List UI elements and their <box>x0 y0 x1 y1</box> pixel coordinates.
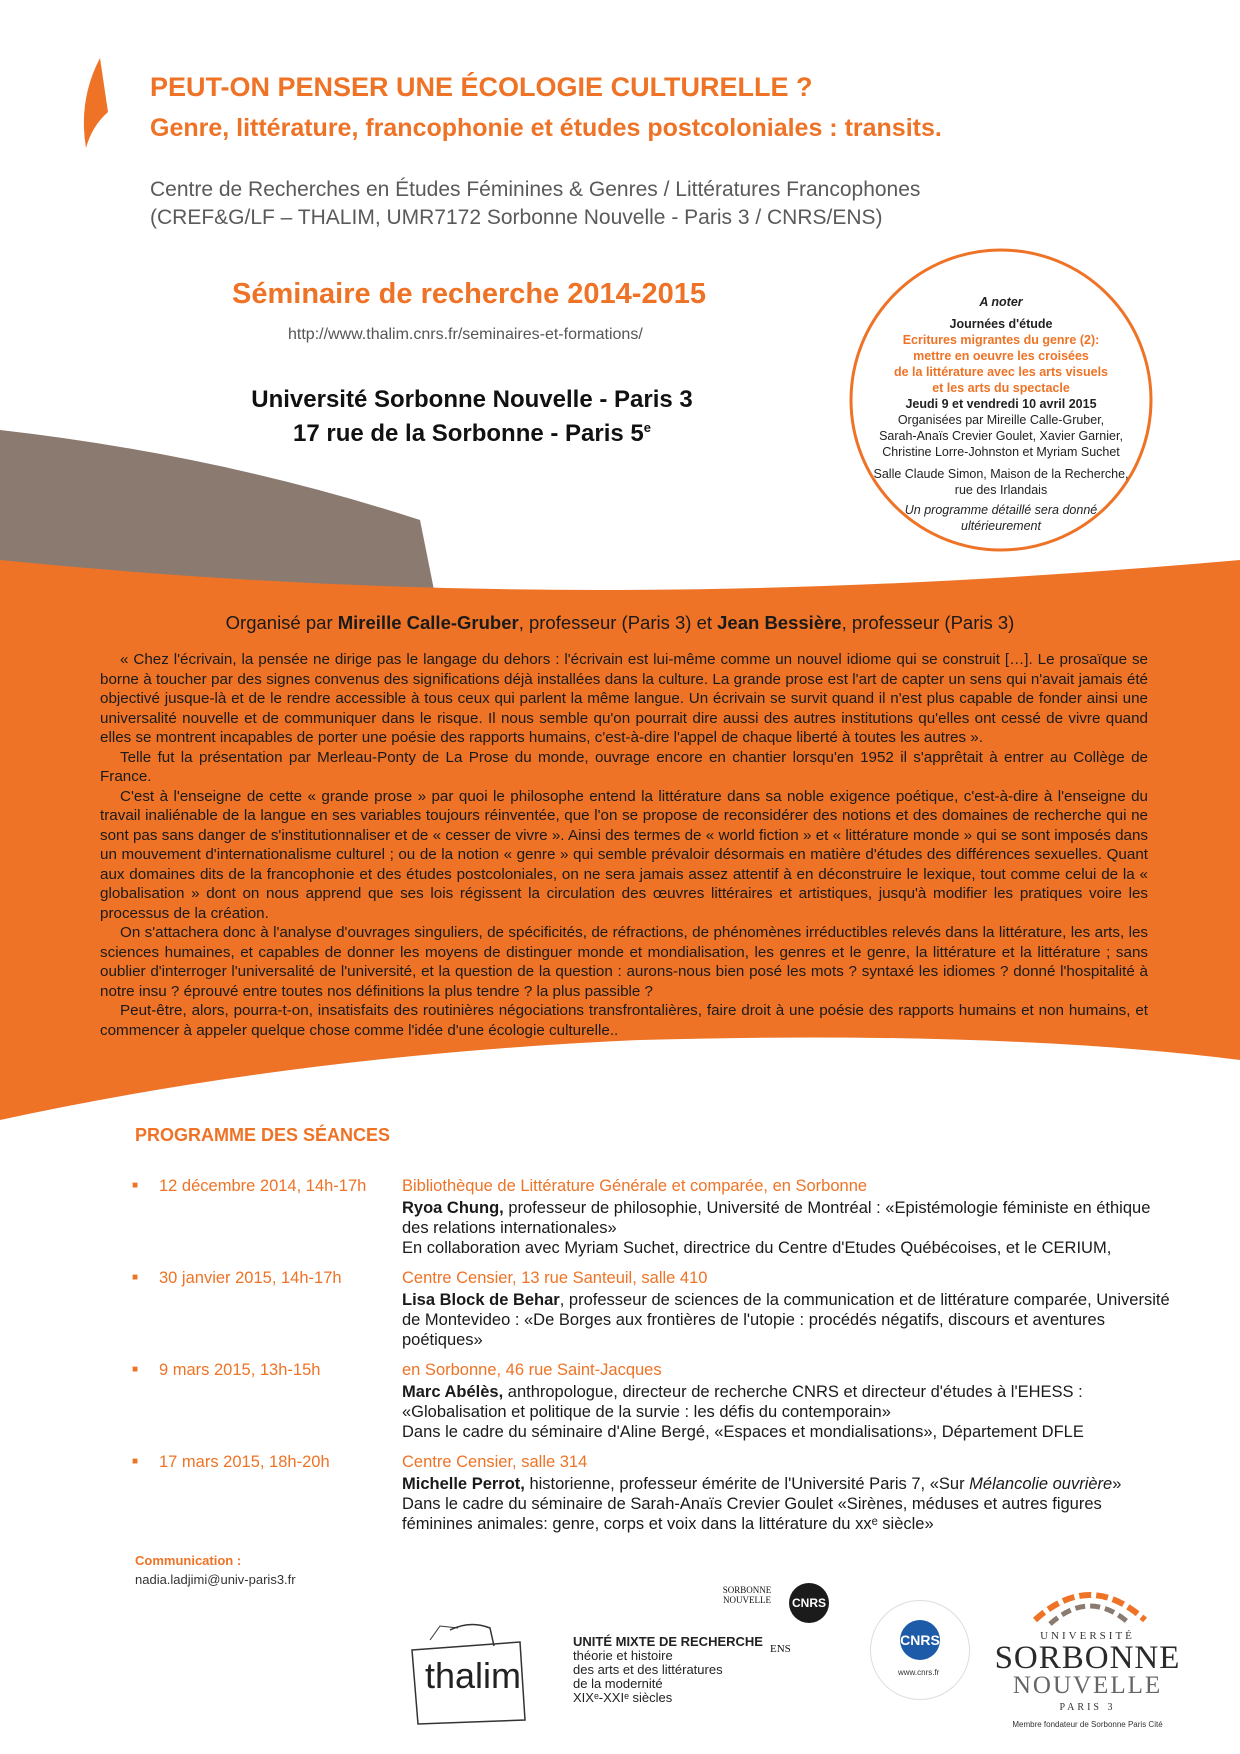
session-item <box>132 1360 1172 1442</box>
main-title: PEUT-ON PENSER UNE ÉCOLOGIE CULTURELLE ? <box>150 72 813 102</box>
session-date: 30 janvier 2015, 14h-17h <box>159 1269 342 1287</box>
session-item <box>132 1452 1172 1534</box>
paragraph: « Chez l'écrivain, la pensée ne dirige pas le langage du dehors : l'écrivain est lui-même comme un nouvel idiome qui se construit […]. Le prosaïque se borne à toucher par des signes convenus des significations déjà installées dans la culture. La grande prose est l'art de capter un sens qui n'avait jamais été objectivé jusque-là et de le rendre accessible à tous ceux qui parlent la même langue. Un écrivain se survit quand il n'est plus capable de fonder ainsi une universalité nouvelle et de communiquer dans le risque. Il nous semble qu'on pourrait dire aussi des autres institutions qu'elles ont cessé de vivre quand elles se montrent incapables de porter une poésie des rapports humains, c'est-à-dire l'appel de chaque liberté à toutes les autres ». <box>100 651 1148 746</box>
communication-label: Communication : <box>135 1553 242 1568</box>
note-event: Journées d'étude <box>949 317 1053 331</box>
session-place: en Sorbonne, 46 rue Saint-Jacques <box>402 1361 662 1379</box>
paragraph: Peut-être, alors, pourra-t-on, insatisfaits des routinières négociations transfrontalières, faire droit à une poésie des rapports humains et non humains, et commencer à appeler quelque chose comme l'idée d'une écologie culturelle.. <box>100 1002 1148 1039</box>
bullet-icon: ■ <box>132 1456 139 1467</box>
bullet-icon: ■ <box>132 1180 139 1191</box>
research-center-line2: (CREF&G/LF – THALIM, UMR7172 Sorbonne Nouvelle - Paris 3 / CNRS/ENS) <box>150 206 883 229</box>
presentation-text <box>100 650 1148 1040</box>
university-name: Université Sorbonne Nouvelle - Paris 3 <box>251 386 693 413</box>
session-place: Centre Censier, 13 rue Santeuil, salle 410 <box>402 1269 708 1287</box>
session-item <box>132 1176 1172 1258</box>
cnrs-small-logo: CNRS <box>789 1583 829 1623</box>
session-description: Michelle Perrot, historienne, professeur émérite de l'Université Paris 7, «Sur Mélancolie ouvrière» <box>402 1475 1122 1493</box>
thalim-wordmark: thalim <box>425 1655 522 1696</box>
session-place: Bibliothèque de Littérature Générale et comparée, en Sorbonne <box>402 1177 868 1195</box>
note-programme-2: ultérieurement <box>961 519 1041 533</box>
paragraph: On s'attachera donc à l'analyse d'ouvrages singuliers, de spécificités, de réfractions, de phénomènes irréductibles relevés dans la littérature, les arts, les sciences humaines, et capables de donner les moyens de distinguer monde et mondialisation, les genres et le genre, la littérature et la littérature ; sans oublier d'interroger l'universalité de l'université, et la question de la question : aurons-nous bien posé les mots ? syntaxé les idiomes ? donné l'hospitalité à notre insu ? éprouvé entre toutes nos définitions la plus tendre ? la plus passible ? <box>100 924 1148 1000</box>
note-box <box>862 278 1140 534</box>
umr-line: des arts et des littératures <box>573 1662 723 1677</box>
session-place: Centre Censier, salle 314 <box>402 1453 588 1471</box>
session-extra: En collaboration avec Myriam Suchet, directrice du Centre d'Etudes Québécoises, et le CERIUM, <box>402 1239 1112 1257</box>
umr-block <box>573 1635 763 1705</box>
note-organisers-2: Sarah-Anaïs Crevier Goulet, Xavier Garnier, <box>879 429 1123 443</box>
note-venue-1: Salle Claude Simon, Maison de la Recherche, <box>873 467 1129 481</box>
organisers-line: Organisé par Mireille Calle-Gruber, professeur (Paris 3) et Jean Bessière, professeur (Paris 3) <box>225 612 1015 633</box>
session-date: 12 décembre 2014, 14h-17h <box>159 1177 367 1195</box>
bullet-icon: ■ <box>132 1364 139 1375</box>
note-organisers-3: Christine Lorre-Johnston et Myriam Suchet <box>882 445 1120 459</box>
paragraph: C'est à l'enseigne de cette « grande prose » par quoi le philosophe entend la littérature dans sa noble exigence poétique, c'est-à-dire à l'enseigne du travail inaliénable de la langue en ses variables toujours réinventée, que l'on se propose de reconsidérer des notions et des domaines de recherche qui ne sont pas sans danger de s'institutionnaliser et de « cesser de vivre ». Ainsi des termes de « world fiction » et « littérature monde » qui se sont imposés dans un mouvement d'internationalisme culturel ; ou de la notion « genre » qui semble prévaloir désormais en matière d'études des différences sexuelles. Quant aux domaines dits de la francophonie et des études postcoloniales, on ne sera jamais assez attentif à en déconstruire le lexique, tout comme celui de la « globalisation » dont on nous apprend que ses lois régissent la circulation des œuvres littéraires et artistiques, jusqu'à modifier les pratiques voire les processus de la création. <box>100 787 1148 922</box>
note-venue-2: rue des Irlandais <box>954 483 1048 497</box>
programme-title: PROGRAMME DES SÉANCES <box>135 1125 391 1145</box>
note-title-1: Ecritures migrantes du genre (2): <box>902 333 1100 347</box>
snp-member: Membre fondateur de Sorbonne Paris Cité <box>1012 1720 1163 1729</box>
subtitle: Genre, littérature, francophonie et études postcoloniales : transits. <box>150 114 942 142</box>
session-item <box>132 1268 1172 1350</box>
snp-sorbonne: SORBONNE <box>994 1640 1181 1676</box>
sorbonne-small-logo: SORBONNE NOUVELLE <box>722 1585 772 1605</box>
note-organisers-1: Organisées par Mireille Calle-Gruber, <box>897 413 1105 427</box>
seminar-title: Séminaire de recherche 2014-2015 <box>232 278 706 310</box>
snp-nouvelle: NOUVELLE <box>1012 1672 1163 1699</box>
session-extra: Dans le cadre du séminaire de Sarah-Anaïs Crevier Goulet «Sirènes, méduses et autres figures féminines animales: genre, corps et voix dans la littérature du xxᵉ siècle» <box>402 1495 1102 1533</box>
umr-line: XIXᵉ-XXIᵉ siècles <box>573 1690 673 1705</box>
paragraph: Telle fut la présentation par Merleau-Ponty de La Prose du monde, ouvrage encore en chantier lorsqu'en 1952 il s'apprêtait à entrer au Collège de France. <box>100 748 1148 785</box>
session-description: Marc Abélès, anthropologue, directeur de recherche CNRS et directeur d'études à l'EHESS : «Globalisation et politique de la survie : les défis du contemporain» <box>402 1383 1083 1421</box>
sorbonne-nouvelle-emblem-icon <box>1025 1580 1155 1628</box>
note-title-4: et les arts du spectacle <box>932 381 1070 395</box>
note-title-2: mettre en oeuvre les croisées <box>913 349 1089 363</box>
session-extra: Dans le cadre du séminaire d'Aline Bergé, «Espaces et mondialisations», Département DFLE <box>402 1423 1084 1441</box>
seminar-url[interactable]: http://www.thalim.cnrs.fr/seminaires-et-formations/ <box>288 326 643 343</box>
snp-paris: PARIS 3 <box>1059 1702 1116 1713</box>
note-programme-1: Un programme détaillé sera donné <box>904 503 1098 517</box>
session-date: 9 mars 2015, 13h-15h <box>159 1361 321 1379</box>
session-description: Ryoa Chung, professeur de philosophie, Université de Montréal : «Epistémologie féministe en éthique des relations internationales» <box>402 1199 1151 1237</box>
university-address: 17 rue de la Sorbonne - Paris 5e <box>292 420 652 447</box>
note-heading: A noter <box>979 295 1023 309</box>
orange-bracket-shape <box>84 58 108 148</box>
session-description: Lisa Block de Behar, professeur de sciences de la communication et de littérature comparée, Université de Montevideo : «De Borges aux frontières de l'utopie : procédés négatifs, discours et aventures poétiques» <box>402 1291 1170 1349</box>
bullet-icon: ■ <box>132 1272 139 1283</box>
cnrs-logo: CNRS <box>900 1620 940 1660</box>
umr-title: UNITÉ MIXTE DE RECHERCHE <box>573 1634 763 1649</box>
communication-email[interactable]: nadia.ladjimi@univ-paris3.fr <box>135 1572 296 1587</box>
cnrs-url: www.cnrs.fr <box>898 1668 940 1677</box>
note-dates: Jeudi 9 et vendredi 10 avril 2015 <box>905 397 1097 411</box>
ens-logo: ENS <box>770 1643 791 1655</box>
umr-line: théorie et histoire <box>573 1648 673 1663</box>
snp-university: UNIVERSITÉ <box>1040 1630 1135 1642</box>
research-center-line1: Centre de Recherches en Études Féminines & Genres / Littératures Francophones <box>150 178 921 201</box>
umr-line: de la modernité <box>573 1676 663 1691</box>
session-date: 17 mars 2015, 18h-20h <box>159 1453 330 1471</box>
note-title-3: de la littérature avec les arts visuels <box>893 365 1108 379</box>
